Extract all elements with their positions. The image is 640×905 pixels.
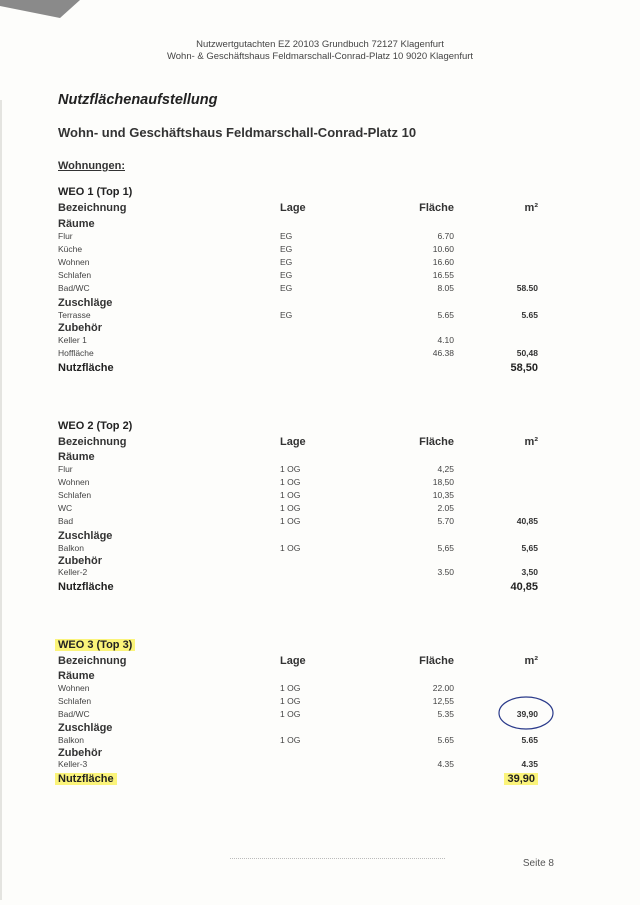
footer-rule	[230, 858, 445, 859]
table-row: Wohnen 1 OG 22.00	[58, 683, 454, 693]
nutzflaeche-label: Nutzfläche	[55, 773, 117, 785]
circled-value: 39,90	[516, 709, 538, 719]
unit-1-title: WEO 1 (Top 1)	[58, 186, 133, 198]
header-line-1: Nutzwertgutachten EZ 20103 Grundbuch 72127 Klagenfurt	[196, 39, 444, 50]
nutzflaeche-value: 58,50	[510, 362, 538, 374]
unit-1-column-header	[0, 202, 640, 214]
table-row: Keller-2 3.50 3,50	[58, 567, 538, 577]
unit-3-nutzflaeche-row	[0, 773, 640, 785]
col-unit: m²	[524, 655, 538, 667]
unit-1-raeume-label: Räume	[58, 218, 95, 230]
col-lage: Lage	[280, 436, 306, 448]
col-flaeche: Fläche	[419, 655, 454, 667]
unit-1-zubehoer-label: Zubehör	[58, 322, 102, 334]
unit-3-raeume-label: Räume	[58, 670, 95, 682]
nutzflaeche-value: 39,90	[504, 773, 538, 785]
table-row: Flur EG 6.70	[58, 231, 454, 241]
unit-2-raeume-label: Räume	[58, 451, 95, 463]
table-row: Terrasse EG 5.65 5.65	[58, 310, 538, 320]
section-heading: Wohnungen:	[58, 160, 125, 172]
unit-3-zubehoer-label: Zubehör	[58, 747, 102, 759]
col-bezeichnung: Bezeichnung	[58, 655, 127, 667]
col-unit: m²	[524, 436, 538, 448]
page-number: Seite 8	[522, 858, 554, 869]
col-bezeichnung: Bezeichnung	[58, 202, 127, 214]
col-unit: m²	[524, 202, 538, 214]
highlight-marker: WEO 3 (Top 3)	[55, 639, 135, 651]
document-subtitle: Wohn- und Geschäftshaus Feldmarschall-Conrad-Platz 10	[58, 125, 417, 140]
col-lage: Lage	[280, 655, 306, 667]
nutzflaeche-label: Nutzfläche	[58, 362, 114, 374]
unit-2-zubehoer-label: Zubehör	[58, 555, 102, 567]
unit-3-column-header	[0, 655, 640, 667]
table-row: WC 1 OG 2.05	[58, 503, 454, 513]
nutzflaeche-label: Nutzfläche	[58, 581, 114, 593]
table-row: Bad 1 OG 5.70 40,85	[58, 516, 538, 526]
table-row: Bad/WC EG 8.05 58.50	[58, 283, 538, 293]
hand-drawn-circle	[497, 694, 555, 732]
header-line-2: Wohn- & Geschäftshaus Feldmarschall-Conrad-Platz 10 9020 Klagenfurt	[166, 51, 474, 62]
unit-2-column-header	[0, 436, 640, 448]
table-row: Balkon 1 OG 5.65 5.65	[58, 735, 538, 745]
scan-corner-shadow	[0, 0, 80, 22]
table-row: Flur 1 OG 4,25	[58, 464, 454, 474]
table-row: Wohnen 1 OG 18,50	[58, 477, 454, 487]
col-flaeche: Fläche	[419, 436, 454, 448]
table-row: Balkon 1 OG 5,65 5,65	[58, 543, 538, 553]
table-row: Schlafen 1 OG 12,55	[58, 696, 454, 706]
table-row: Hoffläche 46.38 50,48	[58, 348, 538, 358]
table-row: Schlafen 1 OG 10,35	[58, 490, 454, 500]
unit-2-title: WEO 2 (Top 2)	[58, 420, 133, 432]
unit-3-title	[58, 639, 135, 651]
table-row: Wohnen EG 16.60	[58, 257, 454, 267]
unit-2-zuschlaege-label: Zuschläge	[58, 530, 113, 542]
unit-3-zuschlaege-label: Zuschläge	[58, 722, 113, 734]
table-row: Keller-3 4.35 4.35	[58, 759, 538, 769]
document-title: Nutzflächenaufstellung	[58, 92, 218, 108]
table-row: Keller 1 4.10	[58, 335, 454, 345]
nutzflaeche-value: 40,85	[510, 581, 538, 593]
col-bezeichnung: Bezeichnung	[58, 436, 127, 448]
table-row: Bad/WC 1 OG 5.35 39,90	[58, 709, 538, 719]
unit-1-nutzflaeche-row	[0, 362, 640, 374]
col-lage: Lage	[280, 202, 306, 214]
table-row: Küche EG 10.60	[58, 244, 454, 254]
unit-2-nutzflaeche-row	[0, 581, 640, 593]
unit-1-zuschlaege-label: Zuschläge	[58, 297, 113, 309]
col-flaeche: Fläche	[419, 202, 454, 214]
table-row: Schlafen EG 16.55	[58, 270, 454, 280]
